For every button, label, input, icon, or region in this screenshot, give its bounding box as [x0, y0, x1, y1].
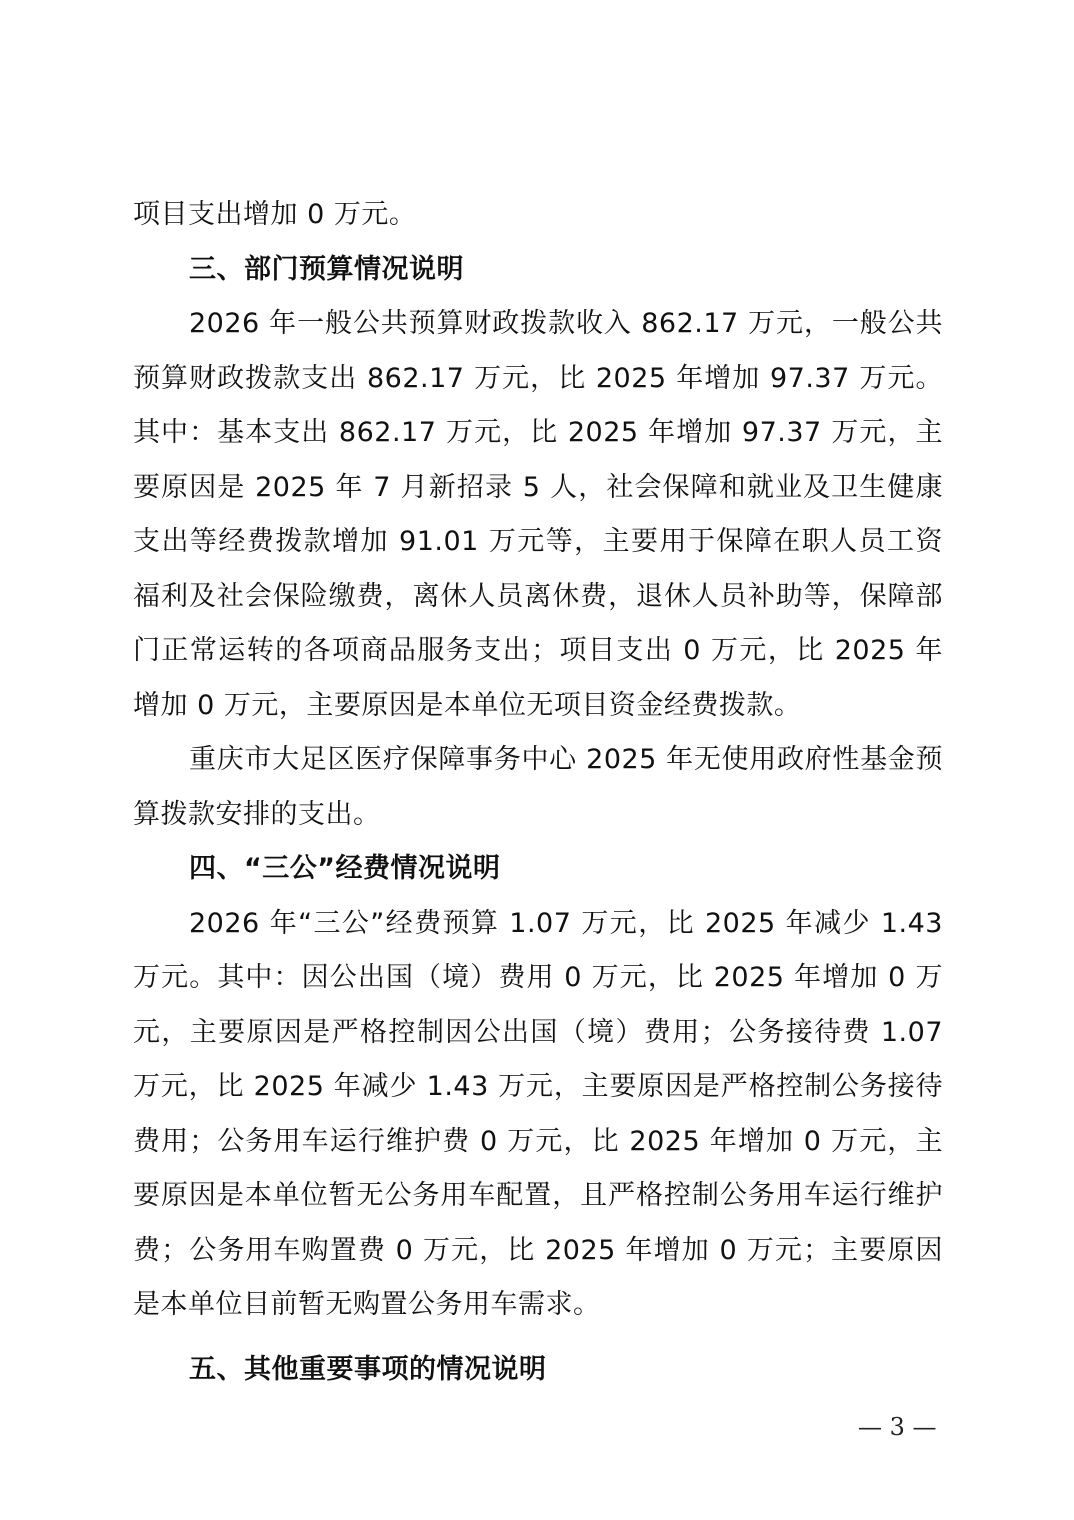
paragraph-three-public-expenses: 2026 年“三公”经费预算 1.07 万元，比 2025 年减少 1.43 万元。其中：因公出国（境）费用 0 万元，比 2025 年增加 0 万元，主要原因是严格控制因公出国（境）费用；公务接待费 1.07 万元，比 2025 年减少 1.43 万元，主要原因是严格控制公务接待费用；公务用车运行维护费 0 万元，比 2025 年增加 0 万元，主要原因是本单位暂无公务用车配置，且严格控制公务用车运行维护费；公务用车购置费 0 万元，比 2025 年增加 0 万元；主要原因是本单位目前暂无购置公务用车需求。 [133, 907, 943, 1320]
section-heading-3: 三、部门预算情况说明 [189, 253, 464, 285]
paragraph-government-fund: 重庆市大足区医疗保障事务中心 2025 年无使用政府性基金预算拨款安排的支出。 [133, 744, 943, 830]
section-heading-5: 五、其他重要事项的情况说明 [189, 1353, 547, 1385]
section-heading-4: 四、“三公”经费情况说明 [189, 853, 501, 884]
paragraph-continuation: 项目支出增加 0 万元。 [133, 199, 417, 230]
document-body [133, 188, 943, 1397]
paragraph-budget-overview: 2026 年一般公共预算财政拨款收入 862.17 万元，一般公共预算财政拨款支出 862.17 万元，比 2025 年增加 97.37 万元。其中：基本支出 862.17 万元，比 2025 年增加 97.37 万元，主要原因是 2025 年 7 月新招录 5 人，社会保障和就业及卫生健康支出等经费拨款增加 91.01 万元等，主要用于保障在职人员工资福利及社会保险缴费，离休人员离休费，退休人员补助等，保障部门正常运转的各项商品服务支出；项目支出 0 万元，比 2025 年增加 0 万元，主要原因是本单位无项目资金经费拨款。 [133, 308, 943, 721]
page-number: — 3 — [858, 1413, 937, 1441]
